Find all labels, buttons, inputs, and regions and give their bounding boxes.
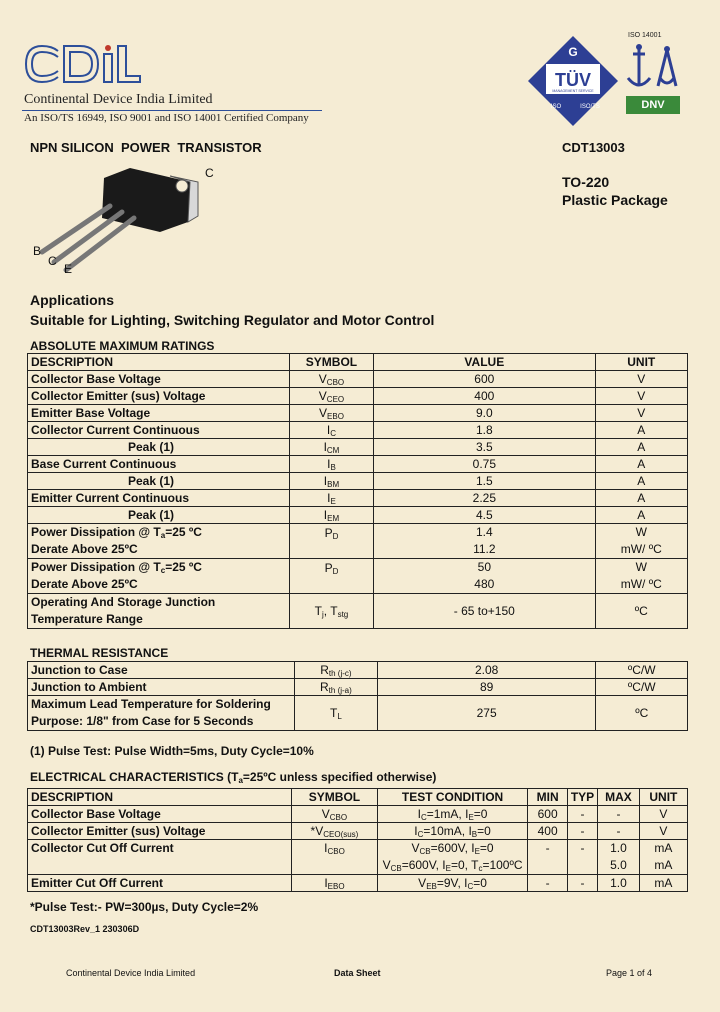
company-name: Continental Device India Limited: [24, 92, 213, 107]
package-material: Plastic Package: [562, 192, 668, 208]
package-type: TO-220: [562, 174, 610, 190]
product-title: NPN SILICON POWER TRANSISTOR: [30, 140, 262, 155]
pd2-symbol: $P_D$: [289, 559, 373, 594]
row-value: 600: [374, 371, 595, 388]
row-value: 9.0: [374, 405, 595, 422]
svg-text:MANAGEMENT SERVICE: MANAGEMENT SERVICE: [552, 89, 594, 93]
abs-max-table: [27, 353, 688, 629]
footer-doc-type: Data Sheet: [334, 968, 381, 978]
cutoff-symbol: $I_{CBO}$: [292, 840, 377, 875]
row-symbol: $V_{CBO}$: [292, 806, 377, 823]
lead-description: Maximum Lead Temperature for Soldering Purpose: 1/8" from Case for 5 Seconds: [28, 696, 295, 731]
iso14001-label: ISO 14001: [628, 32, 662, 39]
row-symbol: $R_{th (j-a)}$: [295, 679, 378, 696]
row-description: Collector Emitter (sus) Voltage: [28, 823, 292, 840]
svg-text:ISO/TS: ISO/TS: [580, 104, 600, 110]
row-description: Emitter Base Voltage: [28, 405, 290, 422]
row-description: Collector Emitter (sus) Voltage: [28, 388, 290, 405]
pin-label-c-top: C: [205, 166, 214, 180]
pd2-value: 50 480: [374, 559, 595, 594]
pd1-description: Power Dissipation @ $T_a=25$ ºC Derate Above 25ºC: [28, 524, 290, 559]
row-unit: A: [595, 456, 688, 473]
svg-text:TÜV: TÜV: [555, 70, 591, 90]
row-value: 400: [374, 388, 595, 405]
row-description: Collector Base Voltage: [28, 371, 290, 388]
row-min: 400: [528, 823, 567, 840]
table-row: [28, 422, 688, 439]
row-description: Junction to Ambient: [28, 679, 295, 696]
row-symbol: $I_B$: [289, 456, 373, 473]
cutoff-description: Collector Cut Off Current: [28, 840, 292, 875]
pd2-unit: W mW/ ºC: [595, 559, 688, 594]
col-description: DESCRIPTION: [28, 354, 290, 371]
table-row: [28, 371, 688, 388]
emitter-cutoff-min: -: [528, 875, 567, 892]
col-symbol: SYMBOL: [289, 354, 373, 371]
abs-max-header-row: [28, 354, 688, 371]
elec-header-row: [28, 789, 688, 806]
row-value: 0.75: [374, 456, 595, 473]
table-row: [28, 405, 688, 422]
row-value: 1.5: [374, 473, 595, 490]
row-description: Collector Current Continuous: [28, 422, 290, 439]
row-symbol: $I_{BM}$: [289, 473, 373, 490]
emitter-cutoff-max: 1.0: [598, 875, 640, 892]
row-max: -: [598, 823, 640, 840]
row-unit: V: [639, 806, 687, 823]
col-symbol: SYMBOL: [292, 789, 377, 806]
table-row: [28, 456, 688, 473]
col-unit: UNIT: [639, 789, 687, 806]
thermal-heading: THERMAL RESISTANCE: [30, 646, 169, 660]
lead-symbol: $T_L$: [295, 696, 378, 731]
tuv-badge: [526, 34, 620, 128]
abs-max-rows: [28, 371, 688, 524]
row-unit: V: [595, 388, 688, 405]
row-test-condition: $I_C=10mA$, $I_B=0$: [377, 823, 528, 840]
row-unit: A: [595, 507, 688, 524]
row-value: 2.08: [377, 662, 596, 679]
emitter-cutoff-description: Emitter Cut Off Current: [28, 875, 292, 892]
table-row: [28, 507, 688, 524]
table-row: [28, 594, 688, 629]
pd2-description: Power Dissipation @ $T_c=25$ ºC Derate Above 25ºC: [28, 559, 290, 594]
temp-description: Operating And Storage Junction Temperature Range: [28, 594, 290, 629]
cdil-logo: [22, 42, 142, 86]
row-value: 1.8: [374, 422, 595, 439]
row-unit: A: [595, 422, 688, 439]
pulse-note-2: *Pulse Test:- PW=300µs, Duty Cycle=2%: [30, 900, 259, 914]
table-row: [28, 439, 688, 456]
abs-max-heading: ABSOLUTE MAXIMUM RATINGS: [30, 339, 215, 353]
col-max: MAX: [598, 789, 640, 806]
table-row: [28, 490, 688, 507]
row-value: 2.25: [374, 490, 595, 507]
lead-value: 275: [377, 696, 596, 731]
row-symbol: $I_{CM}$: [289, 439, 373, 456]
emitter-cutoff-condition: $V_{EB}=9V$, $I_C=0$: [377, 875, 528, 892]
table-row: [28, 388, 688, 405]
row-description: Junction to Case: [28, 662, 295, 679]
row-description: Peak (1): [28, 507, 290, 524]
applications-heading: Applications: [30, 292, 115, 308]
emitter-cutoff-typ: -: [567, 875, 597, 892]
applications-text: Suitable for Lighting, Switching Regulator and Motor Control: [30, 312, 435, 328]
cutoff-min: -: [528, 840, 567, 875]
row-typ: -: [567, 823, 597, 840]
tuv-seal-icon: [526, 34, 620, 128]
footer-page: Page 1 of 4: [606, 968, 653, 978]
table-row: [28, 473, 688, 490]
row-description: Base Current Continuous: [28, 456, 290, 473]
elec-table: [27, 788, 688, 892]
emitter-cutoff-symbol: $I_{EBO}$: [292, 875, 377, 892]
row-symbol: $V_{EBO}$: [289, 405, 373, 422]
row-symbol: $I_{EM}$: [289, 507, 373, 524]
row-unit: A: [595, 473, 688, 490]
table-row: [28, 559, 688, 594]
row-value: 3.5: [374, 439, 595, 456]
col-unit: UNIT: [595, 354, 688, 371]
row-symbol: $I_C$: [289, 422, 373, 439]
row-unit: V: [595, 405, 688, 422]
row-value: 89: [377, 679, 596, 696]
transistor-icon: [30, 160, 220, 280]
certification-text: An ISO/TS 16949, ISO 9001 and ISO 14001 Certified Company: [24, 112, 309, 124]
col-typ: TYP: [567, 789, 597, 806]
temp-value: - 65 to+150: [374, 594, 595, 629]
table-row: [28, 662, 688, 679]
footer-company: Continental Device India Limited: [66, 968, 196, 978]
thermal-table: [27, 661, 688, 731]
temp-symbol: $T_j$, $T_{stg}$: [289, 594, 373, 629]
pulse-note-1: (1) Pulse Test: Pulse Width=5ms, Duty Cycle=10%: [30, 744, 314, 758]
row-unit: V: [595, 371, 688, 388]
row-symbol: $R_{th (j-c)}$: [295, 662, 378, 679]
part-number: CDT13003: [562, 140, 625, 155]
row-description: Emitter Current Continuous: [28, 490, 290, 507]
emitter-cutoff-unit: mA: [639, 875, 687, 892]
dnv-badge: [624, 32, 682, 116]
row-description: Peak (1): [28, 439, 290, 456]
pin-label-e: E: [64, 262, 73, 276]
lead-unit: ºC: [596, 696, 688, 731]
temp-unit: ºC: [595, 594, 688, 629]
pd1-symbol: $P_D$: [289, 524, 373, 559]
row-unit: A: [595, 490, 688, 507]
pd1-value: 1.4 11.2: [374, 524, 595, 559]
col-value: VALUE: [374, 354, 595, 371]
row-max: -: [598, 806, 640, 823]
table-row: [28, 679, 688, 696]
col-min: MIN: [528, 789, 567, 806]
cdil-logo-graphic: [22, 42, 142, 86]
cutoff-unit: mA mA: [639, 840, 687, 875]
thermal-rows: [28, 662, 688, 696]
elec-heading: ELECTRICAL CHARACTERISTICS ($T_a=25ºC$ unless specified otherwise): [30, 770, 437, 785]
col-test-condition: TEST CONDITION: [377, 789, 528, 806]
cutoff-typ: -: [567, 840, 597, 875]
table-row: [28, 806, 688, 823]
svg-text:ISO: ISO: [550, 104, 562, 110]
anchor-icon: [624, 42, 682, 96]
row-unit: A: [595, 439, 688, 456]
table-row: [28, 875, 688, 892]
row-symbol: $V_{CEO}$: [289, 388, 373, 405]
row-unit: ºC/W: [596, 662, 688, 679]
elec-rows: [28, 806, 688, 840]
dnv-label: DNV: [641, 99, 665, 111]
table-row: [28, 840, 688, 875]
row-symbol: $V_{CBO}$: [289, 371, 373, 388]
cutoff-condition: $V_{CB}=600V$, $I_E=0$ $V_{CB}=600V$, $I_E=0$, $T_c=100ºC$: [377, 840, 528, 875]
cutoff-max: 1.0 5.0: [598, 840, 640, 875]
dnv-label-box: [626, 96, 680, 114]
pin-label-c: C: [48, 254, 57, 268]
row-symbol: $I_E$: [289, 490, 373, 507]
table-row: [28, 696, 688, 731]
pd1-unit: W mW/ ºC: [595, 524, 688, 559]
row-unit: V: [639, 823, 687, 840]
row-test-condition: $I_C=1mA$, $I_E=0$: [377, 806, 528, 823]
row-min: 600: [528, 806, 567, 823]
table-row: [28, 524, 688, 559]
row-value: 4.5: [374, 507, 595, 524]
header-rule: [22, 110, 322, 111]
to220-package-drawing: [30, 160, 220, 280]
svg-text:G: G: [568, 45, 578, 59]
row-description: Collector Base Voltage: [28, 806, 292, 823]
revision-code: CDT13003Rev_1 230306D: [30, 924, 140, 934]
pin-label-b: B: [33, 244, 42, 258]
col-description: DESCRIPTION: [28, 789, 292, 806]
row-description: Peak (1): [28, 473, 290, 490]
row-symbol: $*V_{CEO(sus)}$: [292, 823, 377, 840]
table-row: [28, 823, 688, 840]
row-typ: -: [567, 806, 597, 823]
row-unit: ºC/W: [596, 679, 688, 696]
